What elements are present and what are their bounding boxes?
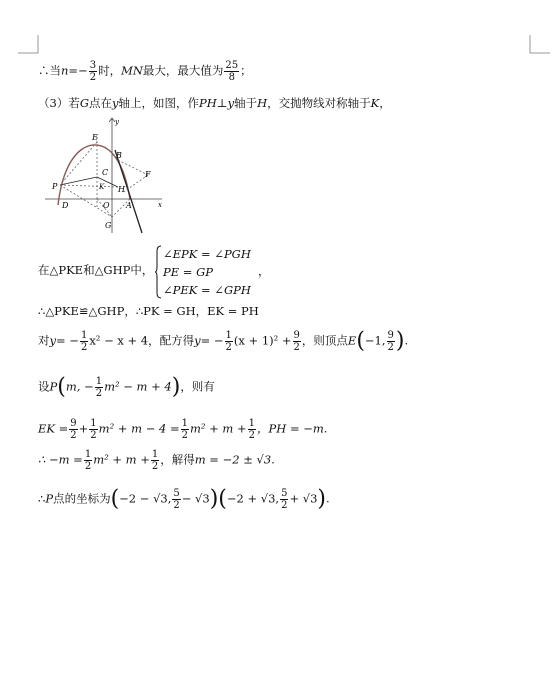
text: ，则有: [180, 379, 215, 394]
fraction: [84, 449, 92, 472]
text: (x + 1)² +: [233, 333, 292, 348]
paren-left: (: [356, 328, 365, 354]
denominator: 8: [228, 72, 235, 83]
text: m, −: [65, 379, 94, 394]
var-y: y: [49, 333, 56, 348]
denominator: 2: [95, 388, 103, 399]
fraction: [69, 418, 77, 441]
system-row: ∠EPK = ∠PGH: [163, 247, 251, 261]
label-g: G: [105, 221, 112, 230]
corner-mark-top-left: [18, 35, 40, 55]
line-set-p: [38, 376, 215, 399]
text: = −: [200, 333, 224, 348]
denominator: 2: [248, 430, 256, 441]
paren-left: (: [110, 486, 120, 512]
var-y: y: [112, 96, 119, 110]
var-e: E: [347, 333, 357, 348]
numerator: 1: [80, 330, 88, 341]
fraction: [181, 418, 189, 441]
text: .: [271, 452, 275, 467]
text: ∴当: [38, 63, 61, 78]
var-y: y: [227, 96, 235, 110]
brace-icon: [155, 245, 161, 299]
var-y: y: [194, 333, 201, 348]
numerator: 3: [89, 60, 97, 71]
line-part3-statement: [38, 95, 391, 111]
numerator: 1: [181, 418, 188, 429]
corner-mark-top-right: [528, 35, 550, 55]
denominator: 2: [387, 342, 394, 353]
paren-right: ): [395, 328, 405, 354]
text: ，则顶点: [301, 333, 348, 348]
line-triangles: [38, 262, 153, 278]
text: − √3: [181, 491, 210, 506]
numerator: 1: [225, 330, 232, 341]
numerator: 1: [151, 449, 159, 460]
label-c: C: [102, 168, 109, 177]
numerator: 1: [248, 418, 256, 429]
denominator: 2: [89, 72, 97, 83]
text: ∴ −m =: [38, 452, 83, 467]
line-p-coordinates: [38, 488, 330, 511]
denominator: 2: [151, 461, 159, 472]
text: =−: [68, 63, 88, 78]
text: m² + m +: [189, 421, 247, 436]
text: ；: [240, 63, 252, 78]
denominator: 2: [225, 342, 232, 353]
equation-system: [155, 245, 251, 299]
fraction: [280, 488, 288, 511]
text: + √3: [289, 491, 318, 506]
var-mn: MN: [121, 63, 143, 78]
fraction: [89, 418, 97, 441]
paren-right: ): [209, 486, 219, 512]
fraction: [80, 330, 88, 353]
paren-right: ): [317, 486, 326, 512]
line-solve-m: [38, 449, 275, 472]
fraction: [248, 418, 256, 441]
label-a: A: [126, 201, 132, 210]
text: +: [78, 421, 89, 436]
text: m² − m + 4: [104, 379, 172, 394]
denominator: 2: [281, 500, 288, 511]
paren-left: (: [218, 486, 227, 512]
numerator: 5: [173, 488, 180, 499]
text: 最大，最大值为: [142, 63, 224, 78]
var-g: G: [79, 96, 90, 110]
text: 时，: [98, 63, 122, 78]
text: 轴于: [234, 96, 258, 110]
var-h: H: [257, 96, 268, 110]
paren-right: ): [171, 374, 181, 400]
numerator: 5: [281, 488, 288, 499]
denominator: 2: [293, 342, 300, 353]
numerator: 9: [293, 330, 300, 341]
label-b: B: [116, 151, 122, 160]
label-o: O: [103, 201, 110, 210]
fraction: [151, 449, 159, 472]
text: 对: [38, 333, 50, 348]
var-n: n: [61, 63, 69, 78]
text: m² + m +: [93, 452, 150, 467]
text: ，PH = −m.: [257, 421, 328, 436]
label-k: K: [99, 183, 105, 191]
text: ，交抛物线对称轴于: [267, 96, 371, 110]
fraction: [172, 488, 180, 511]
text: .: [325, 491, 330, 506]
text: ，: [379, 96, 391, 110]
text: m = −2 ± √3: [194, 452, 272, 467]
text: EK =: [38, 421, 69, 436]
line-max-value: [38, 60, 252, 83]
text: −1,: [364, 333, 386, 348]
var-k: K: [370, 96, 380, 110]
text: ，: [258, 264, 270, 278]
text: .: [404, 333, 409, 348]
label-y: y: [115, 118, 119, 126]
text: ∴△PKE≌△GHP，∴PK = GH，EK = PH: [38, 304, 259, 318]
var-p: P: [49, 379, 58, 394]
geometry-figure: [40, 115, 170, 235]
line-vertex: [38, 330, 408, 353]
system-row: PE = GP: [163, 265, 214, 279]
label-h: H: [118, 185, 125, 194]
text: −2 + √3,: [226, 491, 280, 506]
denominator: 2: [70, 430, 77, 441]
system-row: ∠PEK = ∠GPH: [163, 283, 251, 297]
text: = −: [56, 333, 79, 348]
text: −2 − √3,: [119, 491, 172, 506]
numerator: 1: [84, 449, 92, 460]
numerator: 1: [95, 376, 103, 387]
var-ph: PH: [199, 96, 217, 110]
fraction: [293, 330, 301, 353]
text: x² − x + 4，配方得: [89, 333, 195, 348]
denominator: 2: [84, 461, 92, 472]
text: （3）若: [38, 96, 80, 110]
text: m² + m − 4 =: [98, 421, 180, 436]
label-e: E: [92, 133, 98, 142]
line-congruence: [38, 303, 259, 319]
text: ∴: [38, 491, 46, 506]
var-p: P: [45, 491, 54, 506]
label-f: F: [145, 170, 151, 179]
label-p: P: [52, 182, 58, 191]
fraction: [387, 330, 395, 353]
numerator: 9: [387, 330, 394, 341]
system-comma: [258, 263, 270, 279]
numerator: 9: [70, 418, 77, 429]
text: ，解得: [160, 452, 195, 467]
numerator: 1: [90, 418, 97, 429]
denominator: 2: [173, 500, 180, 511]
line-ek-ph: [38, 418, 327, 441]
fraction: [89, 60, 97, 83]
text: 轴上，如图，作: [118, 96, 200, 110]
text: 在△PKE和△GHP中，: [38, 263, 154, 277]
paren-left: (: [57, 374, 66, 400]
denominator: 2: [80, 342, 88, 353]
fraction: [95, 376, 103, 399]
text: ⊥: [216, 96, 228, 110]
label-x: x: [158, 201, 162, 209]
denominator: 2: [90, 430, 97, 441]
text: 点的坐标为: [53, 491, 111, 506]
fraction: [224, 60, 239, 83]
denominator: 2: [181, 430, 188, 441]
text: 点在: [89, 96, 113, 110]
fraction: [225, 330, 233, 353]
text: 设: [38, 379, 50, 394]
numerator: 25: [225, 60, 239, 71]
label-d: D: [62, 201, 69, 210]
